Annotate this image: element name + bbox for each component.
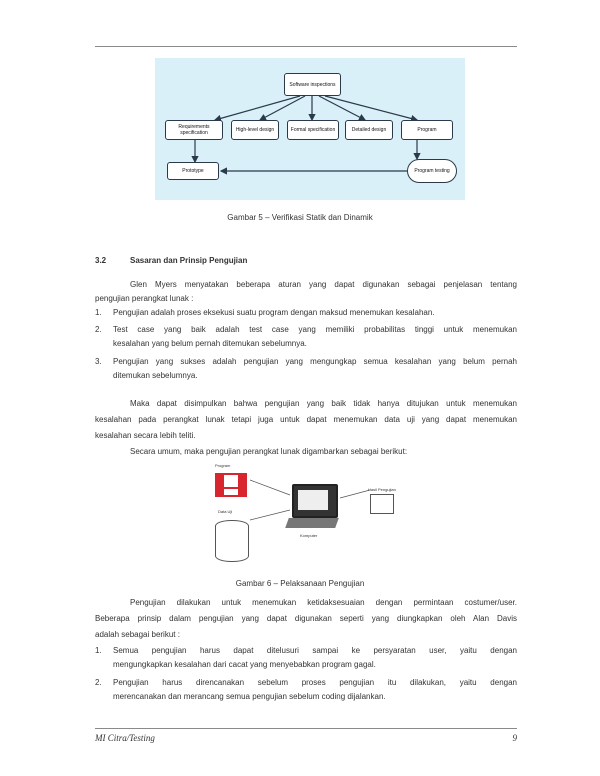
list1-num: 1. [95, 308, 102, 317]
document-icon [370, 494, 394, 514]
database-icon [215, 520, 249, 562]
node-program: Program [401, 120, 453, 140]
para2-line4: Secara umum, maka pengujian perangkat lunak digambarkan sebagai berikut: [130, 447, 408, 456]
para2-line3: kesalahan secara lebih teliti. [95, 431, 196, 440]
para1-line1: Glen Myers menyatakan beberapa aturan yang dapat digunakan sebagai penjelasan tentang [130, 280, 517, 289]
node-formal-specification: Formal specification [287, 120, 339, 140]
figure6-diagram [200, 460, 420, 575]
node-requirements-specification: Requirements specification [165, 120, 223, 140]
page-number: 9 [512, 733, 517, 743]
para3-line2: Beberapa prinsip dalam pengujian yang dapat digunakan seperti yang diungkapkan oleh Alan Davis [95, 614, 517, 623]
data-uji-label: Data Uji [218, 509, 233, 514]
list2-item-1-line2: mengungkapkan kesalahan dari cacat yang menyebabkan program gagal. [113, 660, 376, 669]
figure5-caption: Gambar 5 – Verifikasi Statik dan Dinamik [227, 213, 373, 222]
list2-item-2-line1: Pengujian harus direncanakan sebelum proses pengujian itu dilakukan, yaitu dengan [113, 678, 517, 687]
computer-label: Komputer [300, 533, 318, 538]
node-program-testing: Program testing [407, 159, 457, 183]
list1-item-2-line2: kesalahan yang belum pernah ditemukan sebelumnya. [113, 339, 307, 348]
list1-num: 3. [95, 357, 102, 366]
list1-item-2-line1: Test case yang baik adalah test case yang memiliki probabilitas tinggi untuk menemukan [113, 325, 517, 334]
node-high-level-design: High-level design [231, 120, 279, 140]
list2-item-1-line1: Semua pengujian harus dapat ditelusuri sampai ke persyaratan user, yaitu dengan [113, 646, 517, 655]
laptop-icon [292, 484, 338, 518]
para3-line1: Pengujian dilakukan untuk menemukan ketidaksesuaian dengan permintaan costumer/user. [130, 598, 517, 607]
para3-line3: adalah sebagai berikut : [95, 630, 180, 639]
hasil-label: Hasil Pengujian [368, 487, 396, 492]
para2-line1: Maka dapat disimpulkan bahwa pengujian yang baik tidak hanya ditujukan untuk menemukan [130, 399, 517, 408]
list2-num: 2. [95, 678, 102, 687]
node-software-inspections: Software inspections [284, 73, 341, 96]
para1-line2: pengujian perangkat lunak : [95, 294, 194, 303]
section-number: 3.2 [95, 256, 107, 265]
list1-item-3-line1: Pengujian yang sukses adalah pengujian yang mengungkap semua kesalahan yang belum pernah [113, 357, 517, 366]
footer-rule [95, 728, 517, 729]
list2-num: 1. [95, 646, 102, 655]
para2-line2: kesalahan pada perangkat lunak tetapi juga untuk dapat menemukan data uji yang dapat menemukan [95, 415, 517, 424]
list1-num: 2. [95, 325, 102, 334]
section-title: Sasaran dan Prinsip Pengujian [130, 256, 248, 265]
list1-item-3-line2: ditemukan sebelumnya. [113, 371, 198, 380]
program-label: Program [215, 463, 231, 468]
list1-item-1-line1: Pengujian adalah proses eksekusi suatu program dengan maksud menemukan kesalahan. [113, 308, 435, 317]
header-rule [95, 46, 517, 47]
figure6-caption: Gambar 6 – Pelaksanaan Pengujian [235, 579, 365, 588]
node-prototype: Prototype [167, 162, 219, 180]
footer-left: MI Citra/Testing [95, 733, 155, 743]
laptop-keyboard-icon [285, 518, 339, 528]
floppy-icon [215, 473, 247, 497]
node-detailed-design: Detailed design [345, 120, 393, 140]
figure5-diagram [155, 58, 465, 200]
list2-item-2-line2: merencanakan dan merancang semua pengujian sebelum coding dijalankan. [113, 692, 386, 701]
